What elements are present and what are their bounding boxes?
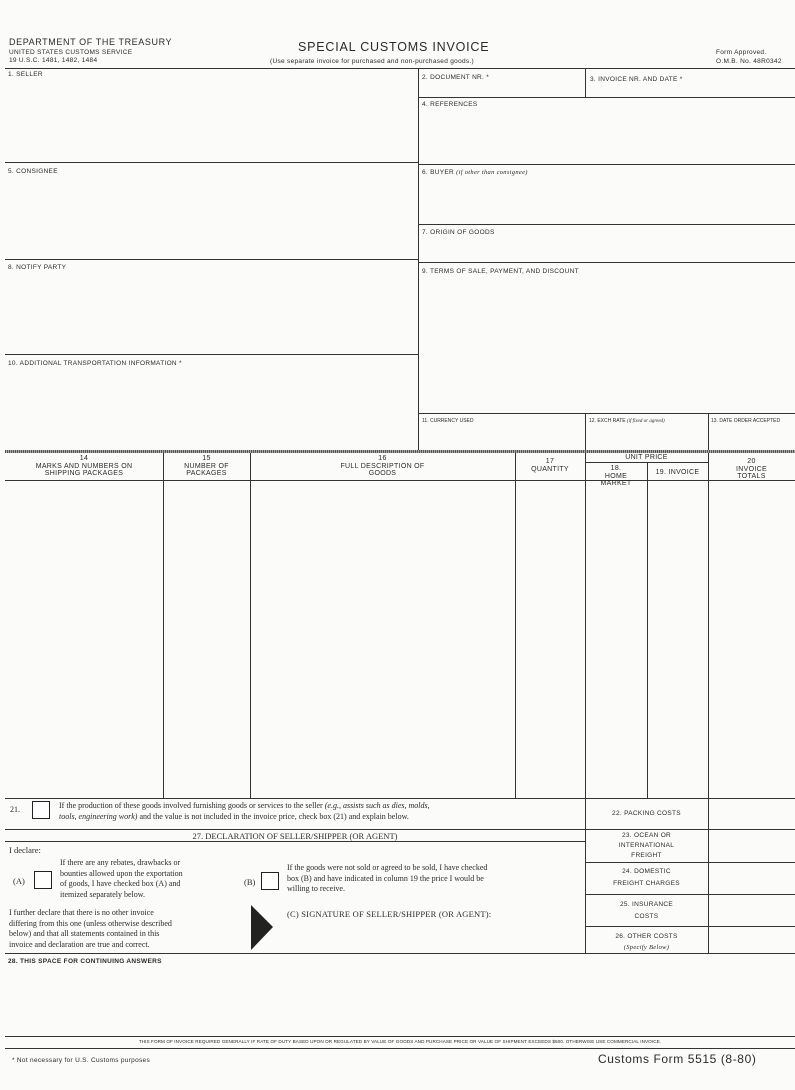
option-b-label: (B) — [244, 877, 256, 887]
consignee-label: 5. CONSIGNEE — [8, 168, 58, 175]
header-rule — [5, 68, 795, 69]
insurance-label-2: COSTS — [634, 913, 659, 920]
rule-below-references — [418, 164, 795, 165]
form-number: Customs Form 5515 (8-80) — [598, 1052, 757, 1066]
col-14-header — [5, 455, 163, 478]
col-divider-18 — [647, 462, 648, 798]
signature-field[interactable] — [285, 922, 581, 952]
exch-rate-label-text: 12. EXCH RATE — [589, 418, 626, 424]
col-divider-16 — [515, 453, 516, 798]
col-15-title: NUMBER OF PACKAGES — [184, 462, 229, 477]
rule-below-buyer — [418, 224, 795, 225]
option-b-line-3: willing to receive. — [287, 884, 345, 893]
box-21-text-1-ital: (e.g., assists such as dies, molds, — [324, 801, 430, 810]
box-21-text-2-ital: tools, engineering work) — [59, 812, 138, 821]
option-a-checkbox[interactable] — [34, 871, 52, 889]
col-17-number: 17 — [545, 458, 555, 465]
insurance-label-1: 25. INSURANCE — [619, 901, 674, 908]
origin-label: 7. ORIGIN OF GOODS — [422, 229, 495, 236]
option-a-label: (A) — [13, 876, 25, 886]
omb-number: O.M.B. No. 48R0342 — [716, 58, 782, 65]
date-order-label: 13. DATE ORDER ACCEPTED — [711, 418, 781, 424]
col-20-header — [708, 458, 795, 481]
rule-below-origin — [418, 262, 795, 263]
continuing-answers-label: 28. THIS SPACE FOR CONTINUING ANSWERS — [8, 958, 162, 965]
references-label: 4. REFERENCES — [422, 101, 478, 108]
terms-label: 9. TERMS OF SALE, PAYMENT, AND DISCOUNT — [422, 268, 579, 275]
option-b-line-1: If the goods were not sold or agreed to be sold, I have checked — [287, 863, 488, 872]
option-a-line-4: itemized separately below. — [60, 889, 145, 899]
statute-reference: 19 U.S.C. 1481, 1482, 1484 — [9, 57, 98, 64]
rule-below-seller — [5, 162, 418, 163]
col-20-number: 20 — [747, 458, 756, 465]
box-21-checkbox[interactable] — [32, 801, 50, 819]
form-title: SPECIAL CUSTOMS INVOICE — [298, 40, 490, 54]
col-divider-15 — [250, 453, 251, 798]
section-28-rule — [5, 953, 795, 954]
col-16-header — [330, 455, 435, 478]
col-20-title: INVOICE TOTALS — [736, 465, 767, 480]
option-a-line-1: If there are any rebates, drawbacks or — [60, 858, 181, 867]
option-b-line-2: box (B) and have indicated in column 19 the price I would be — [287, 873, 484, 883]
declaration-title-rule — [5, 841, 585, 842]
col-divider-14 — [163, 453, 164, 798]
option-a-line-3: of goods, I have checked box (A) and — [60, 879, 181, 888]
col-15-header — [163, 455, 250, 478]
col-15-number: 15 — [202, 455, 211, 462]
divider-11-12 — [585, 413, 586, 450]
transport-info-label: 10. ADDITIONAL TRANSPORTATION INFORMATION * — [8, 360, 182, 367]
footer-rule-bottom — [5, 1048, 795, 1049]
col-14-number: 14 — [79, 455, 89, 462]
other-costs-label-2: (Specify Below) — [623, 944, 670, 951]
declaration-top-rule — [5, 829, 795, 830]
box-21-text-1: If the production of these goods involved furnishing goods or services to the seller — [59, 801, 323, 810]
footnote: * Not necessary for U.S. Customs purposes — [12, 1057, 151, 1064]
unit-price-rule — [585, 462, 708, 463]
further-line-3: below) and that all statements contained in this — [9, 929, 160, 938]
rule-below-consignee — [5, 259, 418, 260]
col-17-header — [515, 458, 585, 473]
rule-below-23 — [585, 862, 795, 863]
ocean-freight-label-2: INTERNATIONAL — [618, 842, 675, 849]
center-divider — [418, 68, 419, 450]
table-header-rule — [5, 480, 795, 481]
table-top-rule — [5, 450, 795, 453]
unit-price-header: UNIT PRICE — [625, 454, 668, 461]
exch-rate-label — [589, 418, 665, 424]
further-line-1: I further declare that there is no other invoice — [9, 908, 154, 917]
continuing-answers-area[interactable] — [5, 970, 795, 1034]
document-nr-label: 2. DOCUMENT NR. * — [422, 74, 490, 81]
option-b-text — [287, 863, 487, 895]
form-approved: Form Approved. — [716, 49, 767, 56]
other-costs-label-1: 26. OTHER COSTS — [615, 933, 678, 940]
domestic-freight-label-2: FREIGHT CHARGES — [613, 880, 680, 887]
insurance-label — [585, 899, 708, 923]
col-17-title: QUANTITY — [531, 465, 569, 473]
ocean-freight-label — [585, 831, 708, 861]
declaration-title: 27. DECLARATION OF SELLER/SHIPPER (OR AGENT) — [192, 831, 398, 841]
further-declaration — [9, 908, 172, 950]
rule-below-notify — [5, 354, 418, 355]
divider-2-3 — [585, 68, 586, 97]
table-bottom-rule — [5, 798, 795, 799]
option-a-line-2: bounties allowed upon the exportation — [60, 868, 183, 878]
footer-notice: THIS FORM OF INVOICE REQUIRED GENERALLY IF RATE OF DUTY BASED UPON OR REGULATED BY VALUE OF GOODS AND PURCHASE PRICE OR VALUE OF SHIPMENT EXCEEDS $500. OTHERWISE USE COMMERCIAL INVOICE. — [138, 1039, 662, 1044]
seller-label: 1. SELLER — [8, 71, 43, 78]
domestic-freight-label-1: 24. DOMESTIC — [622, 868, 671, 875]
signature-label: (C) SIGNATURE OF SELLER/SHIPPER (OR AGENT): — [287, 909, 492, 919]
rule-below-terms — [418, 413, 795, 414]
ocean-freight-label-1: 23. OCEAN OR — [621, 832, 672, 839]
other-costs-label — [585, 931, 708, 953]
department-name: DEPARTMENT OF THE TREASURY — [9, 37, 173, 47]
col-14-title: MARKS AND NUMBERS ON SHIPPING PACKAGES — [35, 462, 133, 477]
invoice-nr-label: 3. INVOICE NR. AND DATE * — [590, 76, 683, 83]
domestic-freight-label — [585, 866, 708, 890]
further-line-4: invoice and declaration are true and correct. — [9, 939, 150, 949]
buyer-label-text: 6. BUYER — [422, 169, 455, 176]
exch-rate-label-note: (if fixed or agreed) — [626, 419, 665, 424]
rule-below-25 — [585, 926, 795, 927]
form-subtitle: (Use separate invoice for purchased and non-purchased goods.) — [270, 58, 475, 65]
currency-label: 11. CURRENCY USED — [422, 418, 474, 424]
packing-costs-label: 22. PACKING COSTS — [612, 810, 681, 817]
divider-12-13 — [708, 413, 709, 450]
footer-rule-top — [5, 1036, 795, 1037]
col-16-title: FULL DESCRIPTION OF GOODS — [340, 462, 425, 477]
buyer-label — [422, 169, 528, 176]
notify-party-label: 8. NOTIFY PARTY — [8, 264, 67, 271]
box-21-text — [59, 800, 579, 822]
rule-below-2-3 — [418, 97, 795, 98]
box-21-number: 21. — [10, 805, 20, 814]
rule-below-24 — [585, 894, 795, 895]
box-21-text-2: and the value is not included in the invoice price, check box (21) and explain below. — [139, 812, 409, 821]
col-divider-19 — [708, 453, 709, 953]
col-19-header: 19. INVOICE — [655, 469, 700, 476]
arrow-right-icon — [251, 905, 273, 950]
further-line-2: differing from this one (unless otherwise described — [9, 918, 172, 928]
buyer-label-note: (if other than consignee) — [456, 169, 528, 176]
i-declare: I declare: — [9, 845, 41, 855]
ocean-freight-label-3: FREIGHT — [631, 852, 662, 859]
option-a-text — [60, 858, 183, 900]
option-b-checkbox[interactable] — [261, 872, 279, 890]
col-18-header: 18. HOME MARKET — [600, 465, 632, 487]
agency-name: UNITED STATES CUSTOMS SERVICE — [9, 49, 133, 56]
col-16-number: 16 — [378, 455, 387, 462]
